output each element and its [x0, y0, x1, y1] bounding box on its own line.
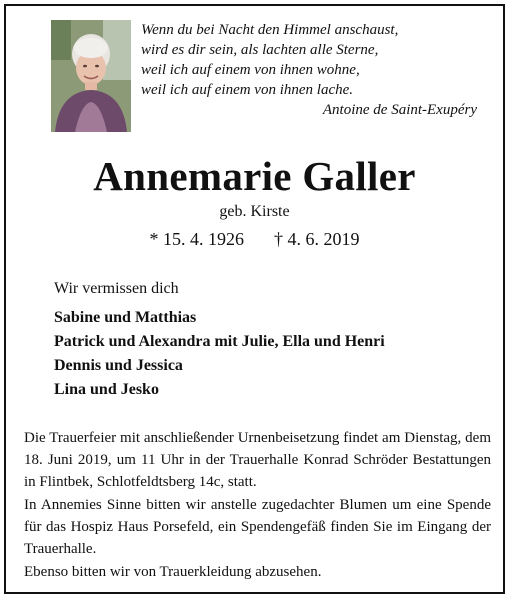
ceremony-info — [24, 427, 491, 584]
family-member: Lina und Jesko — [54, 381, 159, 398]
life-dates — [6, 227, 503, 251]
quote-line: Wenn du bei Nacht den Himmel anschaust, — [141, 22, 399, 38]
quote-line: weil ich auf einem von ihnen wohne, — [141, 62, 360, 78]
quote-author: Antoine de Saint-Exupéry — [322, 102, 477, 118]
birth-date: * 15. 4. 1926 — [149, 229, 244, 249]
obituary-notice — [4, 4, 505, 594]
family-member: Sabine und Matthias — [54, 309, 197, 326]
family-member: Patrick und Alexandra mit Julie, Ella und Henri — [54, 333, 385, 350]
quote-line: weil ich auf einem von ihnen lache. — [141, 82, 354, 98]
quote-line: wird es dir sein, als lachten alle Sterne, — [141, 42, 379, 58]
ceremony-text: Die Trauerfeier mit anschließender Urnenbeisetzung findet am Dienstag, dem 18. Juni 2019, um 11 Uhr in der Trauerhalle Konrad Schröder Bestattungen in Flintbek, Schlotfeldtsberg 14c, statt. — [24, 430, 491, 490]
poem-quote — [141, 20, 501, 120]
mourning-intro: Wir vermissen dich — [54, 280, 179, 297]
portrait-illustration — [51, 20, 131, 132]
deceased-name: Annemarie Galler — [93, 153, 416, 199]
donation-text: In Annemies Sinne bitten wir anstelle zugedachter Blumen um eine Spende für das Hospiz Haus Porsefeld, ein Spendengefäß finden Sie im Eingang der Trauerhalle. — [24, 497, 491, 557]
family-list — [54, 306, 385, 402]
birth-name: geb. Kirste — [219, 203, 290, 220]
portrait-photo — [51, 20, 131, 132]
death-date: † 4. 6. 2019 — [274, 229, 360, 249]
family-member: Dennis und Jessica — [54, 357, 183, 374]
attire-text: Ebenso bitten wir von Trauerkleidung abzusehen. — [24, 564, 322, 580]
